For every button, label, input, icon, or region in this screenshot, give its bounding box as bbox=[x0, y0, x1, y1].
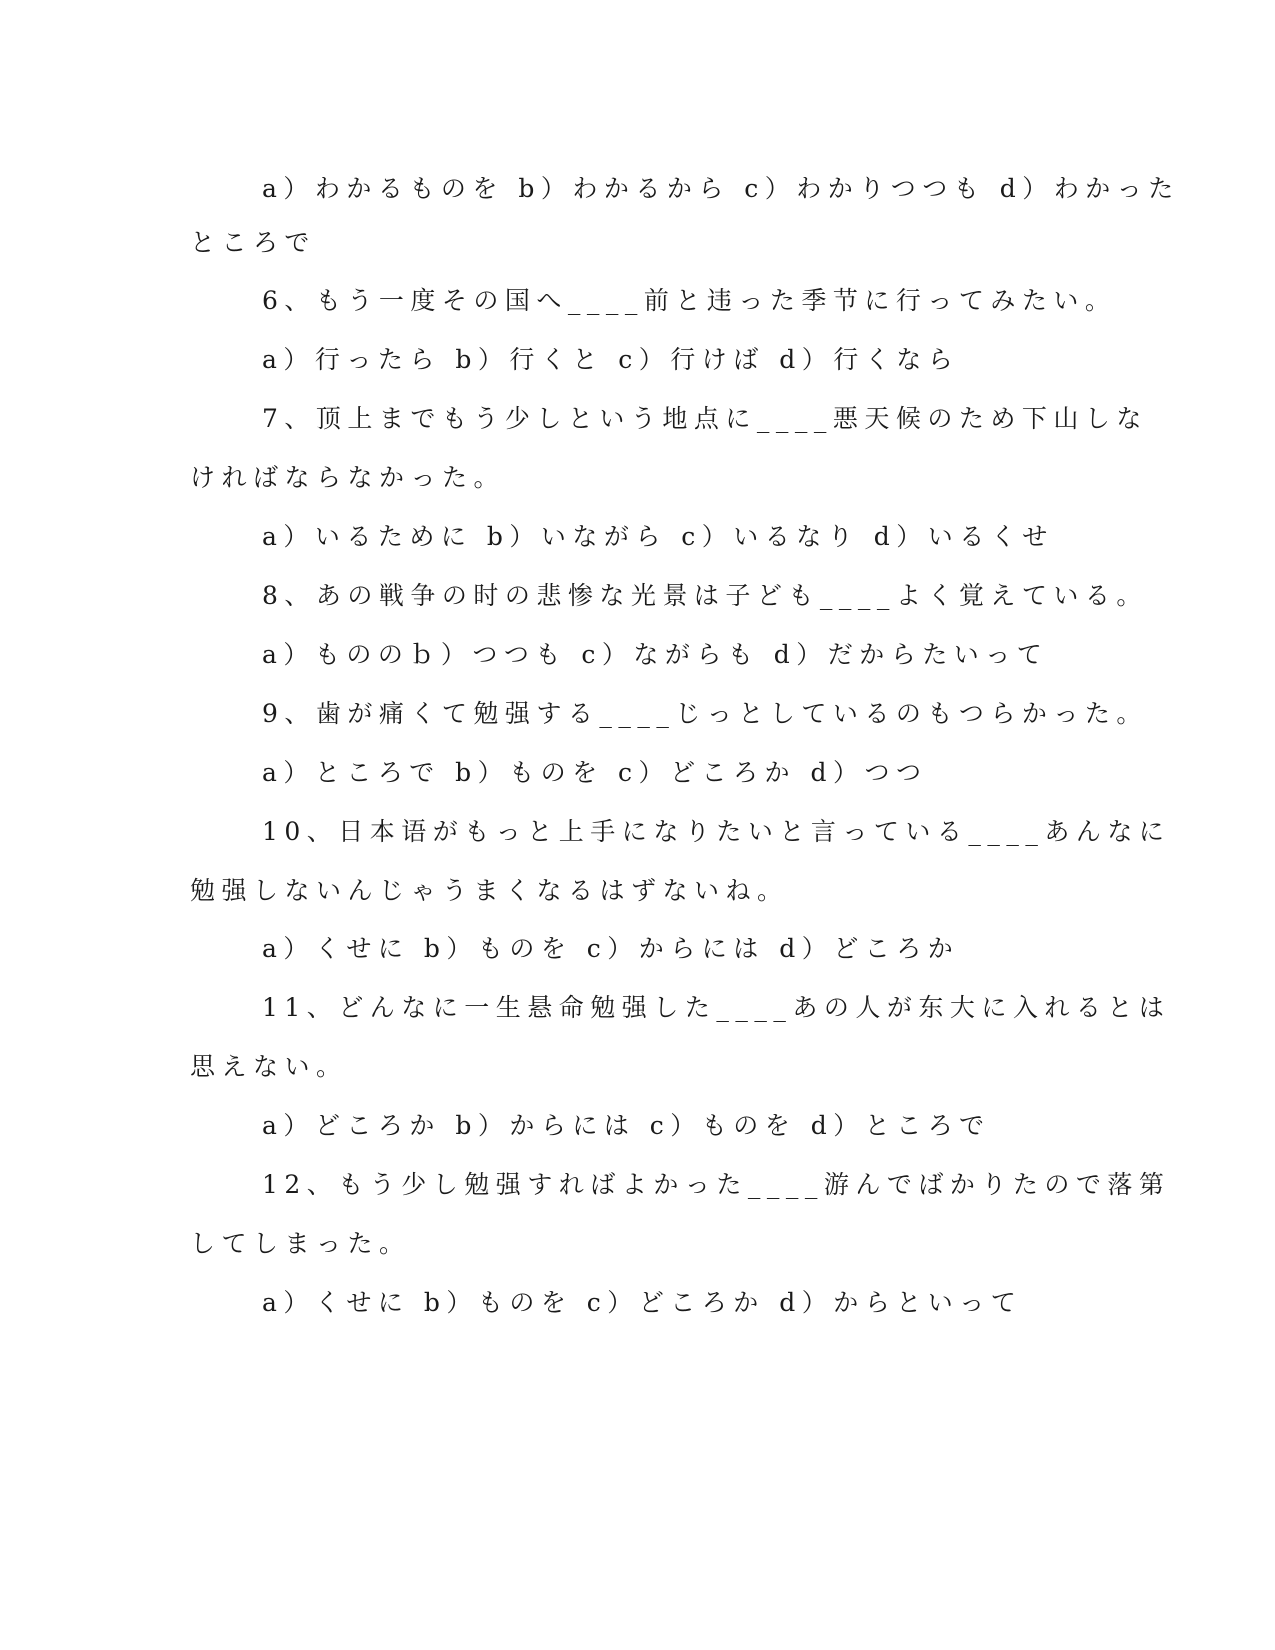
q10-options: a）くせに b）ものを c）からには d）どころか bbox=[262, 934, 960, 963]
q5-options-line-2: ところで bbox=[190, 228, 316, 257]
q11-question-line-2: 思えない。 bbox=[190, 1052, 348, 1081]
q12-question-line-1: 12、もう少し勉强すればよかった____游んでばかりたので落第 bbox=[262, 1170, 1171, 1199]
q9-question: 9、歯が痛くて勉强する____じっとしているのもつらかった。 bbox=[262, 699, 1148, 728]
q7-question-line-2: ければならなかった。 bbox=[190, 463, 506, 492]
q12-question-line-2: してしまった。 bbox=[190, 1229, 411, 1258]
q7-question-line-1: 7、顶上までもう少しという地点に____悪天候のため下山しな bbox=[262, 404, 1148, 433]
q11-question-line-1: 11、どんなに一生悬命勉强した____あの人が东大に入れるとは bbox=[262, 993, 1171, 1022]
q5-options-line-1: a）わかるものを b）わかるから c）わかりつつも d）わかった bbox=[262, 174, 1180, 203]
q10-question-line-1: 10、日本语がもっと上手になりたいと言っている____あんなに bbox=[262, 817, 1171, 846]
q6-question: 6、もう一度その国へ____前と违った季节に行ってみたい。 bbox=[262, 286, 1117, 315]
q12-options: a）くせに b）ものを c）どころか d）からといって bbox=[262, 1288, 1023, 1317]
q7-options: a）いるために b）いながら c）いるなり d）いるくせ bbox=[262, 522, 1054, 551]
q8-question: 8、あの戦争の时の悲惨な光景は子ども____よく覚えている。 bbox=[262, 581, 1148, 610]
q10-question-line-2: 勉强しないんじゃうまくなるはずないね。 bbox=[190, 876, 789, 905]
q8-options: a）もののｂ）つつも c）ながらも d）だからたいって bbox=[262, 640, 1049, 669]
q11-options: a）どころか b）からには c）ものを d）ところで bbox=[262, 1111, 991, 1140]
q6-options: a）行ったら b）行くと c）行けば d）行くなら bbox=[262, 345, 960, 374]
q9-options: a）ところで b）ものを c）どころか d）つつ bbox=[262, 758, 928, 787]
